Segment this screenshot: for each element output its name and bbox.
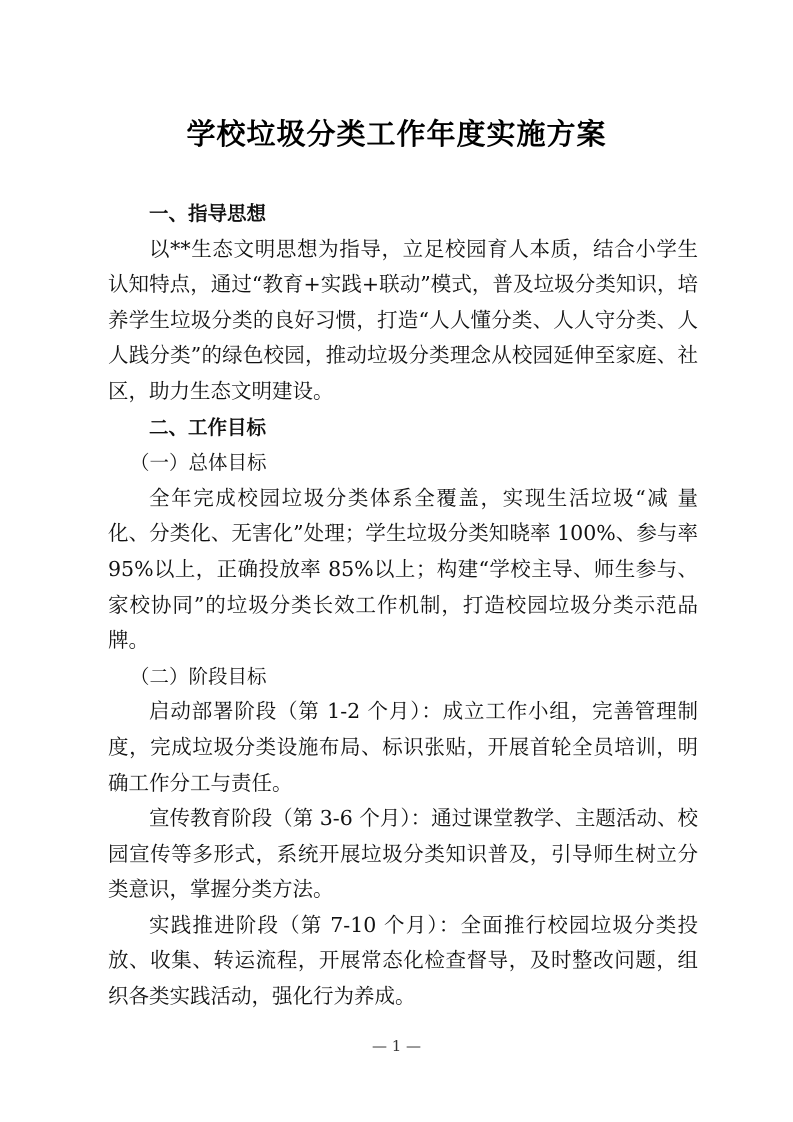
paragraph-overall-goal: 全年完成校园垃圾分类体系全覆盖，实现生活垃圾“减 量化、分类化、无害化”处理；学生垃圾分类知晓率 100%、参与率 95%以上，正确投放率 85%以上；构建“学校主导、师生参与、家校协同”的垃圾分类长效工作机制，打造校园垃圾分类示范品牌。	[108, 485, 698, 653]
subsection-heading-overall-goal: （一）总体目标	[130, 451, 267, 475]
paragraph-stage-launch: 启动部署阶段（第 1-2 个月）：成立工作小组，完善管理制度，完成垃圾分类设施布局、标识张贴，开展首轮全员培训，明确工作分工与责任。	[108, 699, 698, 795]
section-heading-guiding-ideology: 一、指导思想	[149, 202, 267, 225]
document-body	[108, 196, 698, 1015]
section-heading-work-goals: 二、工作目标	[149, 415, 267, 439]
document-title: 学校垃圾分类工作年度实施方案	[186, 117, 607, 151]
page-number: — 1 —	[371, 1037, 422, 1055]
subsection-heading-stage-goals: （二）阶段目标	[130, 664, 267, 688]
paragraph-stage-education: 宣传教育阶段（第 3-6 个月）：通过课堂教学、主题活动、校园宣传等多形式，系统开展垃圾分类知识普及，引导师生树立分类意识，掌握分类方法。	[108, 806, 698, 902]
paragraph-guiding-ideology: 以**生态文明思想为指导，立足校园育人本质，结合小学生认知特点，通过“教育+实践+联动”模式，普及垃圾分类知识，培养学生垃圾分类的良好习惯，打造“人人懂分类、人人守分类、人人践分类”的绿色校园，推动垃圾分类理念从校园延伸至家庭、社区，助力生态文明建设。	[108, 236, 698, 403]
paragraph-stage-practice: 实践推进阶段（第 7-10 个月）：全面推行校园垃圾分类投放、收集、转运流程，开展常态化检查督导，及时整改问题，组织各类实践活动，强化行为养成。	[108, 912, 698, 1009]
